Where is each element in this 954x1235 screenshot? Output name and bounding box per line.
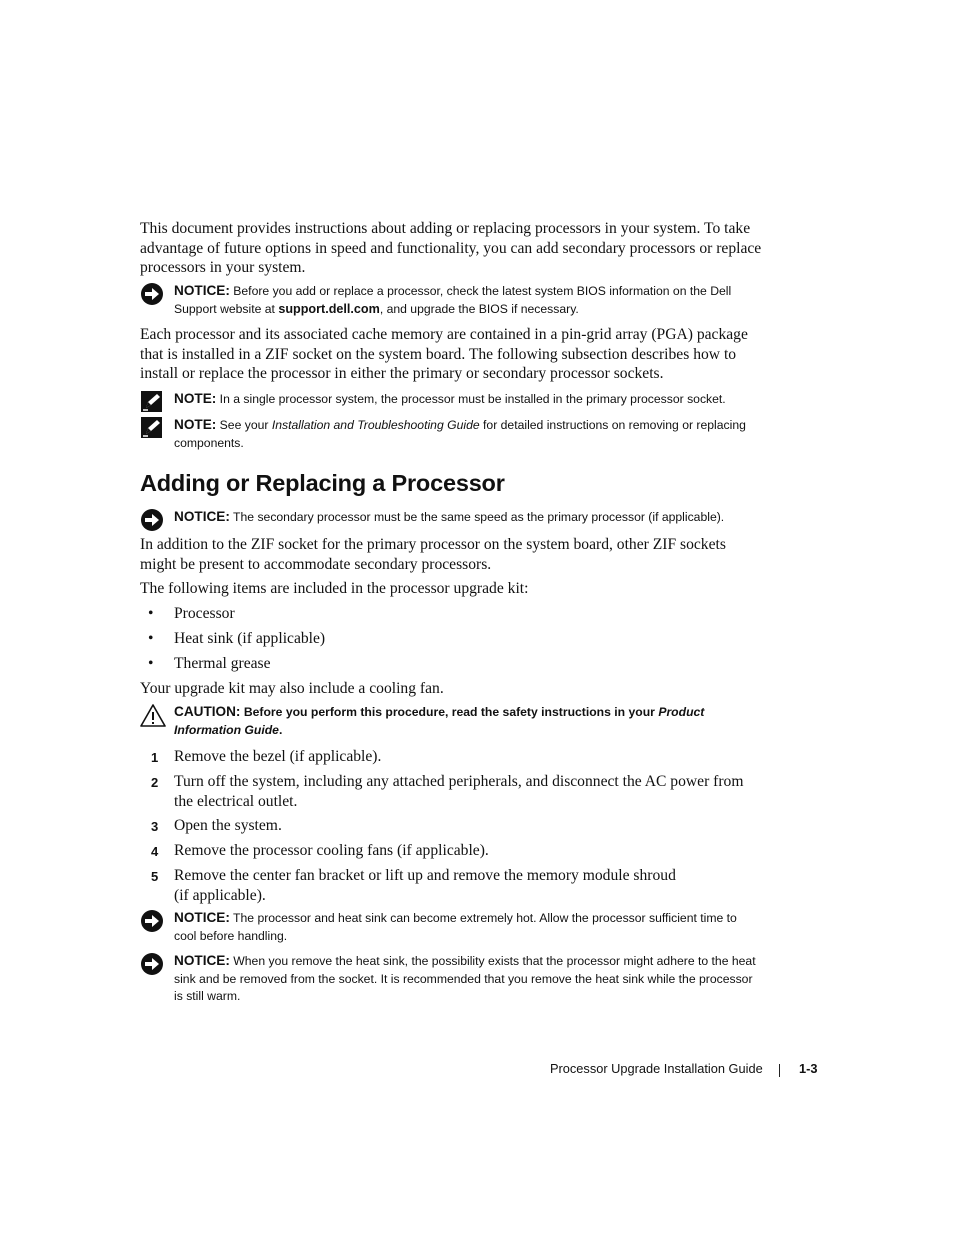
notice-arrow-icon — [140, 508, 166, 534]
notice-hot — [140, 909, 762, 947]
notice-bios — [140, 282, 762, 322]
notice-same-speed — [140, 508, 762, 528]
caution-triangle-icon — [140, 703, 166, 729]
document-page: This document provides instructions about adding or replacing processors in your system. To take advantage of future options in speed and functionality, you can add secondary processors or replace processors in your system. NOTICE: Before you add or replace a processor, check the latest system BIOS information on the Dell Support website at support.dell.com, and upgrade the BIOS if necessary. Each processor and its associated cache memory are contained in a pin-grid array (PGA) package that is installed in a ZIF socket on the system board. The following subsection describes how to install or replace the processor in either the primary or secondary processor sockets. NOTE: In a single processor system, the processor must be installed in the primary processor socket. NOTE: See your Installation and Troubleshooting Guide for detailed instructions on removing or replacing components. Adding or Replacing a Processor NOTICE: The secondary processor must be the same speed as the primary processor (if applicable). In addition to the ZIF socket for the primary processor on the system board, other ZIF sockets might be present to accommodate secondary processors. The following items are included in the processor upgrade kit: • Processor • Heat sink (if applicable) • Thermal grease Your upgrade kit may also include a cooling fan. CAUTION: Before you perform this procedure, read the safety instructions in your Product Information Guide. 1 Remove the bezel (if applicable). 2 Turn off the system, including any attached peripherals, and disconnect the AC power from the electrical outlet. 3 Open the system. 4 Remove the processor cooling fans (if applicable). 5 Remove the center fan bracket or lift up and remove the memory module shroud (if applicable). NOTICE: The processor and heat sink can become extremely hot. Allow the processor sufficient time to cool before handling. NOTICE: When you remove the heat sink, the possibility exists that the processor might adhere to the heat sink and be removed from the socket. It is recommended that you remove the heat sink while the processor is still warm. Processor Upgrade Installation Guide 1-3 — [140, 220, 818, 1076]
note-pencil-icon — [140, 416, 166, 442]
note-label: NOTE: — [174, 417, 217, 432]
guide-title: Installation and Troubleshooting Guide — [271, 418, 480, 432]
notice-text: The secondary processor must be the same speed as the primary processor (if applicable). — [229, 510, 725, 524]
notice-text: The processor and heat sink can become extremely hot. Allow the processor sufficient time to cool before handling. — [174, 911, 737, 943]
note-label: NOTE: — [174, 391, 217, 406]
page-number: 1-3 — [799, 1061, 818, 1076]
intro-paragraph: This document provides instructions about adding or replacing processors in your system. To take advantage of future options in speed and functionality, you can add secondary processors or replace processors in your system. — [140, 220, 762, 276]
note-see-guide — [140, 416, 762, 454]
notice-arrow-icon — [140, 909, 166, 935]
notice-label: NOTICE: — [174, 283, 230, 298]
zif-paragraph: In addition to the ZIF socket for the primary processor on the system board, other ZIF sockets might be present to accommodate secondary processors. — [140, 536, 726, 573]
note-pencil-icon — [140, 390, 166, 416]
footer-divider — [779, 1064, 780, 1077]
cooling-fan-paragraph: Your upgrade kit may also include a cooling fan. — [140, 680, 444, 697]
footer-title: Processor Upgrade Installation Guide — [550, 1061, 763, 1076]
notice-label: NOTICE: — [174, 953, 230, 968]
notice-text: Before you add or replace a processor, check the latest system BIOS information on the Dell Support website at — [174, 284, 732, 316]
note-text-end: for detailed instructions on removing or replacing components. — [174, 418, 746, 450]
caution-safety: CAUTION: Before you perform this procedure, read the safety instructions in your Product Information Guide. — [140, 703, 762, 741]
pga-paragraph: Each processor and its associated cache memory are contained in a pin-grid array (PGA) package that is installed in a ZIF socket on the system board. The following subsection describes how to install or replace the processor in either the primary or secondary processor sockets. — [140, 326, 748, 382]
notice-adhere — [140, 952, 762, 1008]
caution-label: CAUTION: — [174, 704, 241, 719]
section-heading: Adding or Replacing a Processor — [140, 470, 505, 496]
kit-intro-paragraph: The following items are included in the processor upgrade kit: — [140, 580, 529, 597]
guide-title: Product Information Guide — [174, 705, 705, 737]
notice-arrow-icon — [140, 952, 166, 978]
notice-label: NOTICE: — [174, 509, 230, 524]
note-text: In a single processor system, the processor must be installed in the primary processor socket. — [216, 392, 726, 406]
notice-text: When you remove the heat sink, the possibility exists that the processor might adhere to the heat sink and be removed from the socket. It is recommended that you remove the heat sink while the processor is still warm. — [174, 954, 756, 1003]
caution-text: Before you perform this procedure, read the safety instructions in your — [240, 705, 659, 719]
notice-label: NOTICE: — [174, 910, 230, 925]
notice-text-end: , and upgrade the BIOS if necessary. — [379, 301, 579, 316]
support-link[interactable]: support.dell.com — [278, 301, 380, 316]
note-text: See your — [216, 418, 272, 432]
note-single-processor — [140, 390, 762, 410]
notice-arrow-icon — [140, 282, 166, 308]
